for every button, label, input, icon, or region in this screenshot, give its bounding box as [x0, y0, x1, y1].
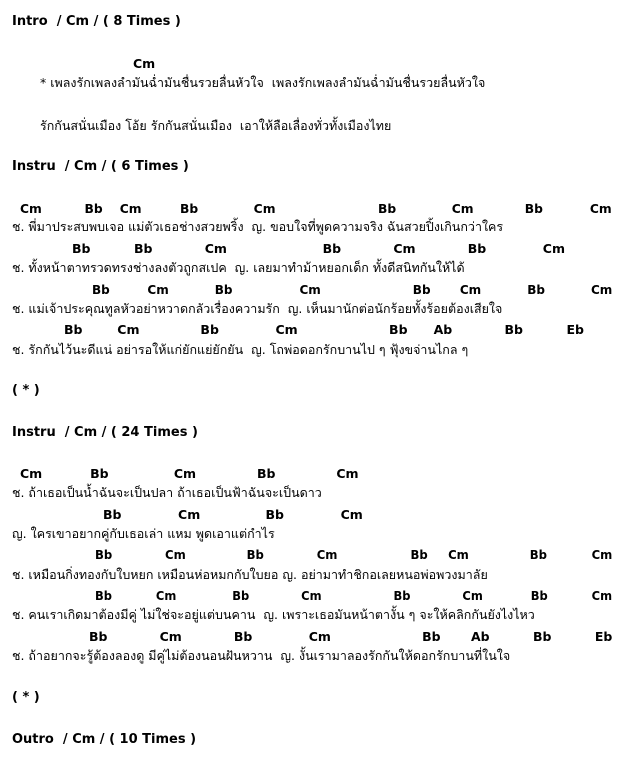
verse1-lyric-2: ช. ทั้งหน้าตาทรวดทรงช่างลงตัวถูกสเปค ญ. เลยมาทำม้าหยอกเด็ก ทั้งดีสนิทกันให้ได้ — [12, 260, 465, 275]
outro-heading: Outro / Cm / ( 10 Times ) — [12, 732, 197, 747]
verse2-lyric-4: ช. คนเราเกิดมาต้องมีคู่ ไม่ใช่จะอยู่แต่บนคาน ญ. เพราะเธอมันหน้าตางั้น ๆ จะให้คลิกกันยังไงไหว — [12, 607, 535, 622]
verse2-lyric-5: ช. ถ้าอยากจะรู้ต้องลองดู มีคู่ไม่ต้องนอนฝันหวาน ญ. งั้นเรามาลองรักกันให้ดอกรักบานที่ในใจ — [12, 648, 511, 663]
verse2-lyric-1: ช. ถ้าเธอเป็นน้ำฉันจะเป็นปลา ถ้าเธอเป็นฟ้าฉันจะเป็นดาว — [12, 485, 322, 500]
instru-1-heading: Instru / Cm / ( 6 Times ) — [12, 159, 189, 174]
verse2-chords-1: Cm Bb Cm Bb Cm — [20, 466, 359, 481]
intro-heading: Intro / Cm / ( 8 Times ) — [12, 14, 181, 29]
chorus-line-2: รักกันสนั่นเมือง โอ้ย รักกันสนั่นเมือง เอาให้ลือเลื่องทั่วทั้งเมืองไทย — [40, 118, 392, 133]
verse2-lyric-2: ญ. ใครเขาอยากคู่กับเธอเล่า แหม พูดเอาแต่กำไร — [12, 526, 275, 541]
verse2-chords-4: Bb Cm Bb Cm Bb Cm Bb Cm — [95, 588, 613, 603]
verse1-chords-1: Cm Bb Cm Bb Cm Bb Cm Bb Cm — [20, 201, 612, 216]
verse2-chords-2: Bb Cm Bb Cm — [103, 507, 363, 522]
verse2-lyric-3: ช. เหมือนกิ่งทองกับใบหยก เหมือนห่อหมกกับใบยอ ญ. อย่ามาทำชิกอเลยหนอพ่อพวงมาลัย — [12, 567, 488, 582]
repeat-chorus-marker-2: ( * ) — [12, 690, 40, 705]
verse2-chords-5: Bb Cm Bb Cm Bb Ab Bb Eb — [89, 629, 613, 644]
chorus-chord: Cm — [133, 56, 156, 71]
verse1-chords-2: Bb Bb Cm Bb Cm Bb Cm — [72, 241, 565, 256]
chorus-line-1: * เพลงรักเพลงลำมันฉ่ำมันชื่นรวยลื่นหัวใจ เพลงรักเพลงลำมันฉ่ำมันชื่นรวยลื่นหัวใจ — [40, 75, 486, 90]
verse2-chords-3: Bb Cm Bb Cm Bb Cm Bb Cm — [95, 547, 613, 562]
verse1-chords-3: Bb Cm Bb Cm Bb Cm Bb Cm — [92, 282, 613, 297]
verse1-lyric-3: ช. แม่เจ้าประคุณทูลหัวอย่าหวาดกลัวเรื่องความรัก ญ. เห็นมานักต่อนักร้อยทั้งร้อยต้องเสียใจ — [12, 301, 503, 316]
verse1-lyric-4: ช. รักกันไว้นะดีแน่ อย่ารอให้แก่ยักแย่ยักยัน ญ. โถพ่อดอกรักบานไป ๆ ฟุ้งขจ่านไกล ๆ — [12, 342, 469, 357]
verse1-chords-4: Bb Cm Bb Cm Bb Ab Bb Eb — [64, 322, 584, 337]
instru-2-heading: Instru / Cm / ( 24 Times ) — [12, 425, 198, 440]
repeat-chorus-marker-1: ( * ) — [12, 383, 40, 398]
verse1-lyric-1: ช. พี่มาประสบพบเจอ แม่ตัวเธอช่างสวยพริ้ง ญ. ขอบใจที่พูดความจริง ฉันสวยปิ้งเกินกว่าใคร — [12, 219, 504, 234]
